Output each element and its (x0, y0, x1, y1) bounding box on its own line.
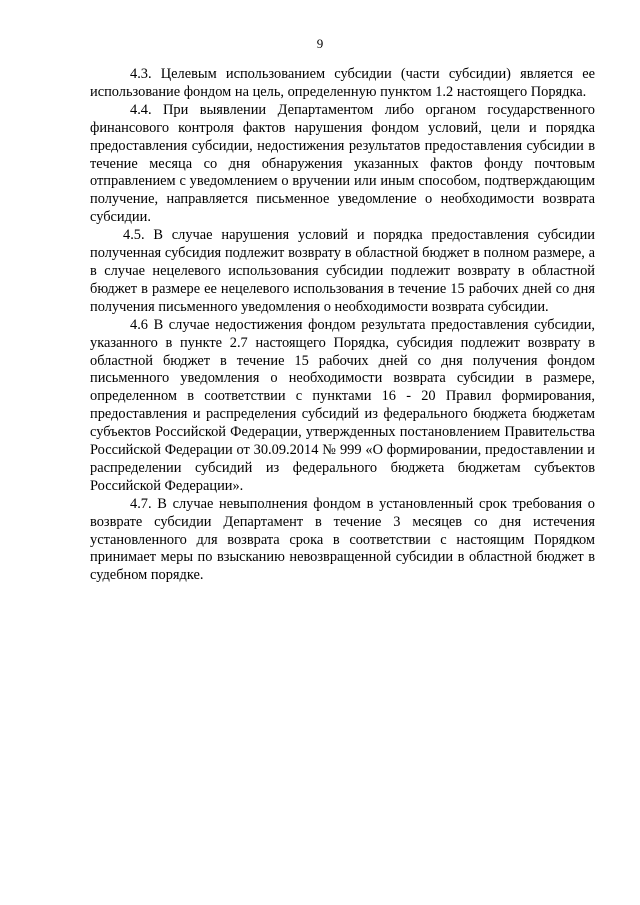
paragraph-4-5: 4.5. В случае нарушения условий и порядка предоставления субсидии полученная субсидия подлежит возврату в областной бюджет в полном размере, а в случае нецелевого использования субсидии подлежит возврату в областной бюджет в размере ее нецелевого использования в течение 15 рабочих дней со дня получения письменного уведомления о необходимости возврата субсидии. (90, 227, 595, 315)
paragraph-4-7: 4.7. В случае невыполнения фондом в установленный срок требования о возврате субсидии Департамент в течение 3 месяцев со дня истечения установленного для возврата срока в соответствии с настоящим Порядком принимает меры по взысканию невозвращенной субсидии в областной бюджет в судебном порядке. (90, 495, 595, 584)
paragraph-4-3: 4.3. Целевым использованием субсидии (части субсидии) является ее использование фондом на цель, определенную пунктом 1.2 настоящего Порядка. (90, 66, 595, 100)
paragraph-4-4: 4.4. При выявлении Департаментом либо органом государственного финансового контроля фактов нарушения фондом условий, цели и порядка предоставления субсидии, недостижения результатов предоставления субсидии в течение месяца со дня обнаружения указанных фактов фонду почтовым отправлением с уведомлением о вручении или иным способом, подтверждающим получение, направляется письменное уведомление о необходимости возврата субсидии. (90, 101, 595, 226)
document-body (90, 66, 595, 585)
paragraph-4-6: 4.6 В случае недостижения фондом результата предоставления субсидии, указанного в пункте 2.7 настоящего Порядка, субсидия подлежит возврату в областной бюджет в течение 15 рабочих дней со дня получения фондом письменного уведомления о необходимости возврата субсидии в размере, определенном в соответствии с пунктами 16 - 20 Правил формирования, предоставления и распределения субсидий из федерального бюджета бюджетам субъектов Российской Федерации, утвержденных постановлением Правительства Российской Федерации от 30.09.2014 № 999 «О формировании, предоставлении и распределении субсидий из федерального бюджета бюджетам субъектов Российской Федерации». (90, 316, 595, 494)
page-number: 9 (316, 36, 324, 51)
